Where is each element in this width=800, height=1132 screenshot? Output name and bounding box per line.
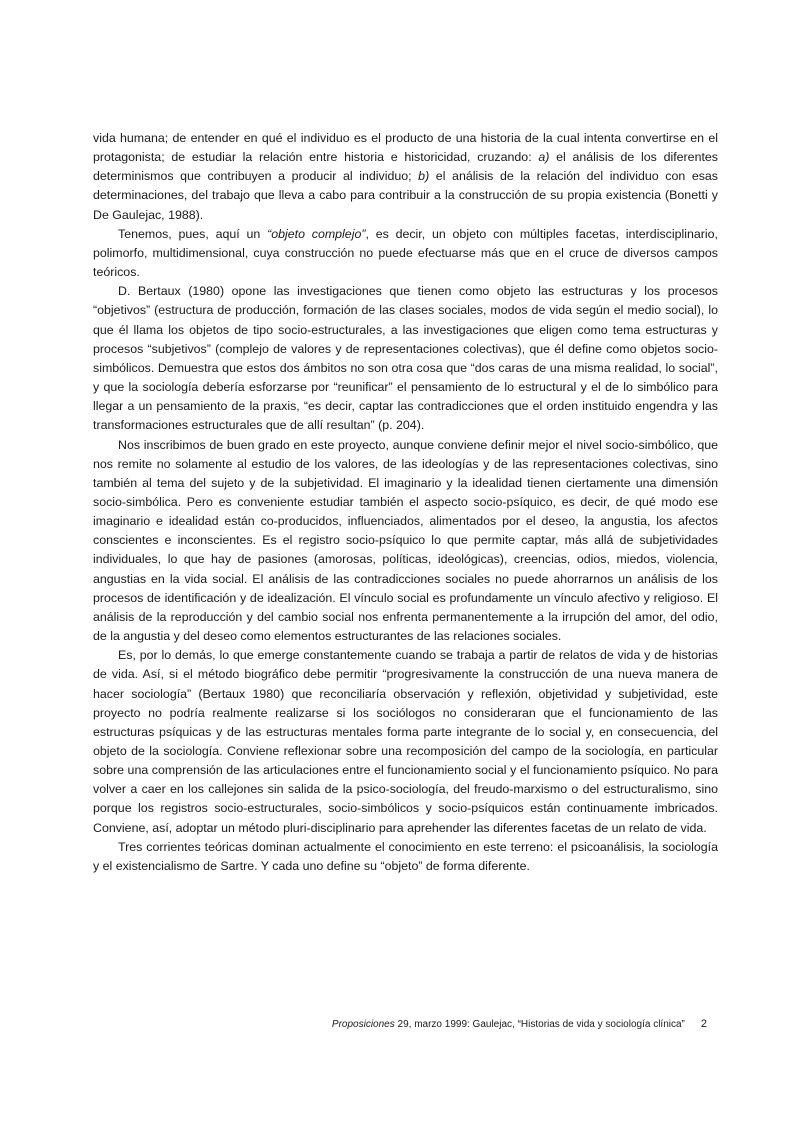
paragraph xyxy=(93,282,718,435)
italic-text: a) xyxy=(538,150,550,165)
italic-text: “objeto complejo” xyxy=(267,226,366,241)
paragraph xyxy=(93,646,718,838)
text-run: Es, por lo demás, lo que emerge constantemente cuando se trabaja a partir de relatos de vida y de historias de vida. Así, si el método biográfico debe permitir “progresivamente la construcción de una nueva manera de hacer sociología” (Bertaux 1980) que reconciliaría observación y reflexión, objetividad y subjetividad, este proyecto no podría realmente realizarse si los sociólogos no consideraran que el funcionamiento de las estructuras psíquicas y de las estructuras mentales forma parte integrante de lo social y, en consecuencia, del objeto de la sociología. Conviene reflexionar sobre una recomposición del campo de la sociología, en particular sobre una comprensión de las articulaciones entre el funcionamiento social y el funcionamiento psíquico. No para volver a caer en los callejones sin salida de la psico-sociología, del freudo-marxismo o del estructuralismo, sino porque los registros socio-estructurales, socio-simbólicos y socio-psíquicos están continuamente imbricados. Conviene, así, adoptar un método pluri-disciplinario para aprehender las diferentes facetas de un relato de vida. xyxy=(93,648,718,835)
body-text xyxy=(93,129,718,876)
text-run: , es decir, un objeto con múltiples facetas, interdisciplinario, polimorfo, multidimensional, cuya construcción no puede efectuarse más que en el cruce de diversos campos teóricos. xyxy=(93,226,718,280)
italic-text: b) xyxy=(418,169,430,184)
text-run: el análisis de la relación del individuo con esas determinaciones, del trabajo que lleva a cabo para contribuir a la construcción de su propia existencia (Bonetti y De Gaulejac, 1988). xyxy=(93,169,718,222)
paragraph xyxy=(93,436,718,647)
paragraph xyxy=(93,838,718,876)
journal-name: Proposiciones xyxy=(331,1019,395,1030)
text-run: Nos inscribimos de buen grado en este proyecto, aunque conviene definir mejor el nivel socio-simbólico, que nos remite no solamente al estudio de los valores, de las ideologías y de las representaciones colectivas, sino también al tema del sujeto y de la subjetividad. El imaginario y la idealidad tienen ciertamente una dimensión socio-simbólica. Pero es conveniente estudiar también el aspecto socio-psíquico, es decir, de qué modo ese imaginario e idealidad están co-producidos, influenciados, alimentados por el deseo, la angustia, los afectos conscientes e inconscientes. Es el registro socio-psíquico lo que permite captar, más allá de subjetividades individuales, lo que hay de pasiones (amorosas, políticas, ideológicas), creencias, odios, miedos, violencia, angustias en la vida social. El análisis de las contradicciones sociales no puede ahorrarnos un análisis de los procesos de identificación y de idealización. El vínculo social es profundamente un vínculo afectivo y religioso. El análisis de la reproducción y del cambio social nos enfrenta permanentemente a la irrupción del amor, del odio, de la angustia y del deseo como elementos estructurantes de las relaciones sociales. xyxy=(93,437,718,644)
text-run: Tenemos, pues, aquí un xyxy=(118,226,268,241)
text-run: el análisis de los diferentes determinismos que contribuyen a producir al individuo; xyxy=(93,150,718,184)
page-footer xyxy=(332,1017,707,1032)
text-run: D. Bertaux (1980) opone las investigaciones que tienen como objeto las estructuras y los procesos “objetivos” (estructura de producción, formación de las clases sociales, modos de vida según el medio social), lo que él llama los objetos de tipo socio-estructurales, a las investigaciones que eligen como tema estructuras y procesos “subjetivos” (complejo de valores y de representaciones colectivas), que él define como objetos socio-simbólicos. Demuestra que estos dos ámbitos no son otra cosa que “dos caras de una misma realidad, lo social”, y que la sociología debería esforzarse por “reunificar” el pensamiento de lo estructural y el de lo simbólico para llegar a un pensamiento de la praxis, “es decir, captar las contradicciones que el orden instituido engendra y las transformaciones estructurales que de allí resultan” (p. 204). xyxy=(93,284,718,433)
paragraph xyxy=(93,225,718,282)
text-run: vida humana; de entender en qué el individuo es el producto de una historia de la cual intenta convertirse en el protagonista; de estudiar la relación entre historia e historicidad, cruzando: xyxy=(93,131,718,165)
footer-citation: 29, marzo 1999: Gaulejac, “Historias de vida y sociología clínica” xyxy=(394,1019,685,1030)
paragraph xyxy=(93,129,718,225)
text-run: Tres corrientes teóricas dominan actualmente el conocimiento en este terreno: el psicoanálisis, la sociología y el existencialismo de Sartre. Y cada uno define su “objeto” de forma diferente. xyxy=(93,839,718,873)
page-number: 2 xyxy=(700,1018,707,1030)
